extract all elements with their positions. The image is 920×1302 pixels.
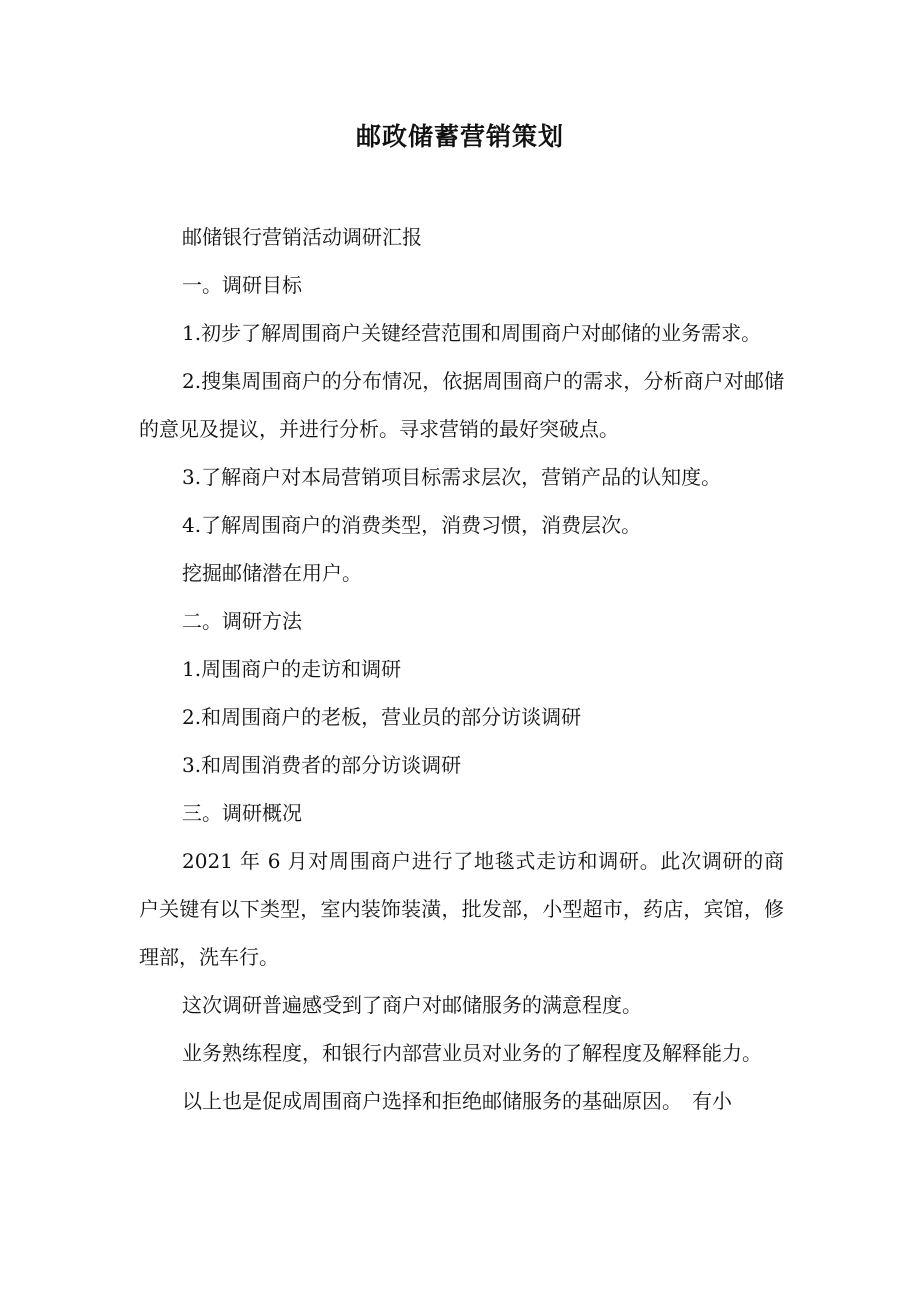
paragraph: 3.了解商户对本局营销项目标需求层次，营销产品的认知度。 [182,465,722,489]
paragraph: 2021 年 6 月对周围商户进行了地毯式走访和调研。此次调研的商户关键有以下类型，室内装饰装潢，批发部，小型超市，药店，宾馆，修理部，洗车行。 [139,849,784,969]
paragraph: 4.了解周围商户的消费类型，消费习惯，消费层次。 [182,513,642,537]
paragraph: 2.搜集周围商户的分布情况，依据周围商户的需求，分析商户对邮储的意见及提议，并进行分析。寻求营销的最好突破点。 [139,369,784,441]
paragraph-subtitle: 邮储银行营销活动调研汇报 [182,225,422,249]
paragraph: 挖掘邮储潜在用户。 [182,561,362,585]
section-heading-2: 二。调研方法 [182,609,302,633]
paragraph: 这次调研普遍感受到了商户对邮储服务的满意程度。 [182,993,642,1017]
paragraph: 业务熟练程度，和银行内部营业员对业务的了解程度及解释能力。 [182,1041,762,1065]
paragraph: 3.和周围消费者的部分访谈调研 [182,753,462,777]
paragraph: 1.周围商户的走访和调研 [182,657,402,681]
document-body [139,213,784,1125]
section-heading-1: 一。调研目标 [182,273,302,297]
paragraph: 以上也是促成周围商户选择和拒绝邮储服务的基础原因。 有小 [182,1089,732,1113]
paragraph: 1.初步了解周围商户关键经营范围和周围商户对邮储的业务需求。 [182,321,762,345]
document-title: 邮政储蓄营销策划 [355,122,564,151]
paragraph: 2.和周围商户的老板，营业员的部分访谈调研 [182,705,582,729]
section-heading-3: 三。调研概况 [182,801,302,825]
